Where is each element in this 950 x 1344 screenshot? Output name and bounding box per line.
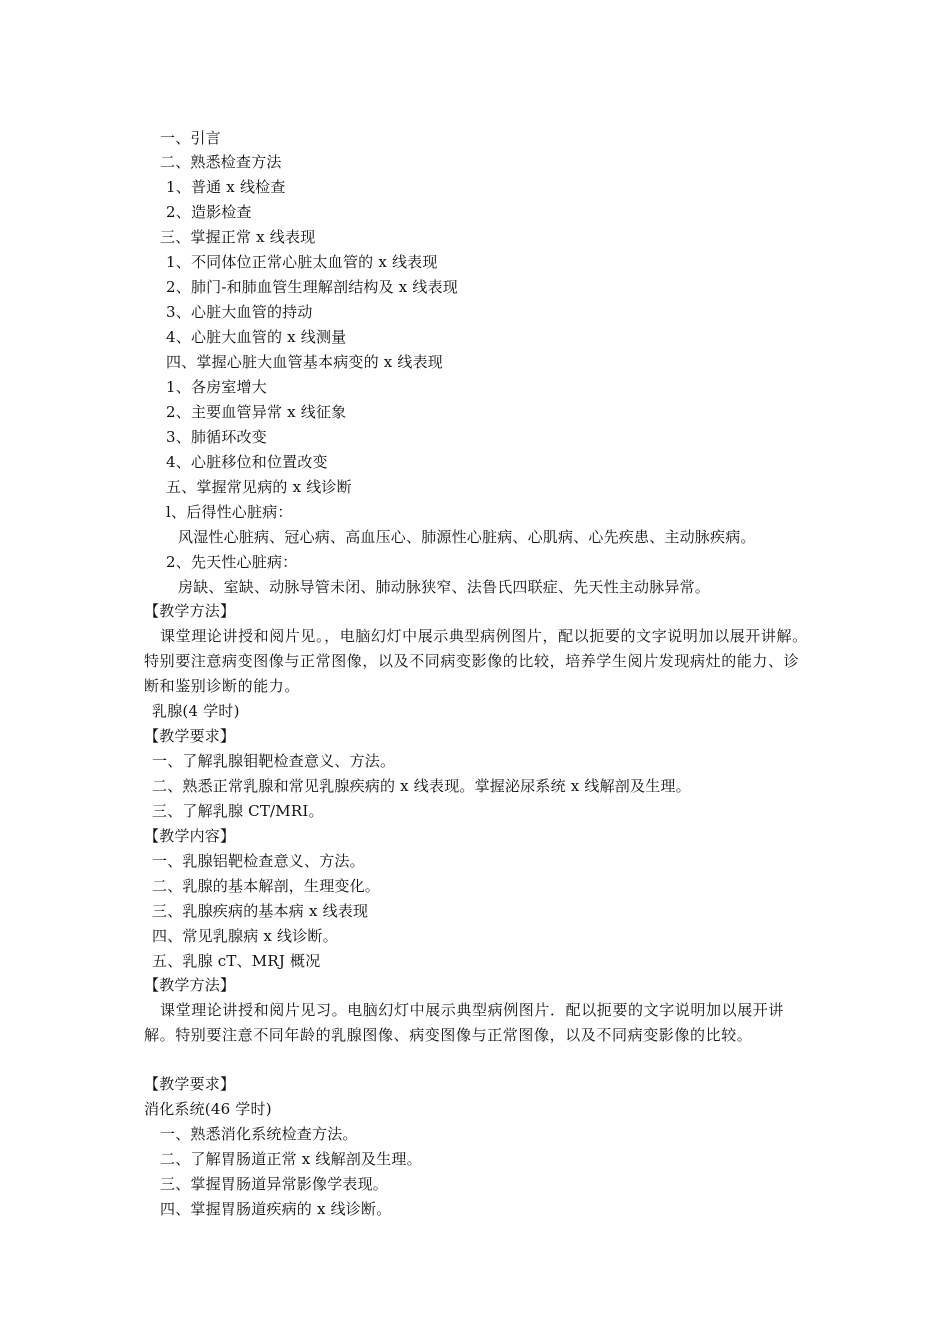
paragraph-teaching-methods: 课堂理论讲授和阅片见习。电脑幻灯中展示典型病例图片．配以扼要的文字说明加以展开讲解。特别要注意不同年龄的乳腺图像、病变图像与正常图像，以及不同病变影像的比较。	[144, 1001, 785, 1044]
list-item: 四、常见乳腺病 x 线诊断。	[152, 927, 338, 945]
list-item: 一、乳腺铝靶检查意义、方法。	[152, 852, 365, 870]
section-heading-teaching-methods: 【教学方法】	[144, 976, 236, 994]
list-item: 2、主要血管异常 x 线征象	[166, 403, 347, 421]
list-item: 3、肺循环改变	[166, 428, 267, 446]
section-heading-teaching-requirements: 【教学要求】	[144, 1075, 236, 1093]
list-item: l、后得性心脏病：	[166, 503, 293, 521]
heading-normal-xray: 三、掌握正常 x 线表现	[160, 228, 316, 246]
list-item: 二、熟悉正常乳腺和常见乳腺疾病的 x 线表现。掌握泌尿系统 x 线解剖及生理。	[152, 777, 691, 795]
list-item: 三、了解乳腺 CT/MRI。	[152, 802, 324, 820]
section-heading-teaching-content: 【教学内容】	[144, 827, 236, 845]
list-item: 3、心脏大血管的持动	[166, 303, 313, 321]
heading-basic-lesions: 四、掌握心脏大血管基本病变的 x 线表现	[166, 353, 443, 371]
list-item: 1、普通 x 线检查	[166, 178, 286, 196]
list-item: 一、了解乳腺钼靶检查意义、方法。	[152, 752, 396, 770]
list-item: 四、掌握胃肠道疾病的 x 线诊断。	[160, 1200, 392, 1218]
list-item: 1、不同体位正常心脏太血管的 x 线表现	[166, 253, 438, 271]
heading-introduction: 一、引言	[160, 129, 221, 147]
list-item: 2、先天性心脏病：	[166, 553, 298, 571]
heading-breast: 乳腺(4 学时)	[152, 702, 240, 720]
list-item: 1、各房室增大	[166, 378, 267, 396]
list-item: 房缺、室缺、动脉导管未闭、肺动脉狭窄、法鲁氏四联症、先天性主动脉异常。	[178, 578, 711, 596]
list-item: 4、心脏移位和位置改变	[166, 453, 328, 471]
heading-digestive-system: 消化系统(46 学时)	[144, 1100, 272, 1118]
list-item: 五、乳腺 cT、MRJ 概况	[152, 952, 321, 970]
section-heading-teaching-requirements: 【教学要求】	[144, 727, 236, 745]
section-heading-teaching-methods: 【教学方法】	[144, 602, 236, 620]
list-item: 一、熟悉消化系统检查方法。	[160, 1125, 358, 1143]
list-item: 三、乳腺疾病的基本病 x 线表现	[152, 902, 369, 920]
list-item: 二、乳腺的基本解剖，生理变化。	[152, 877, 381, 895]
paragraph-teaching-methods: 课堂理论讲授和阅片见。，电脑幻灯中展示典型病例图片，配以扼要的文字说明加以展开讲解。特别要注意病变图像与正常图像，以及不同病变影像的比较，培养学生阅片发现病灶的能力、诊断和鉴别诊断的能力。	[144, 627, 808, 695]
heading-common-diseases: 五、掌握常见病的 x 线诊断	[166, 478, 352, 496]
list-item: 4、心脏大血管的 x 线测量	[166, 328, 347, 346]
heading-exam-methods: 二、熟悉检查方法	[160, 153, 282, 171]
list-item: 2、肺门-和肺血管生理解剖结构及 x 线表现	[166, 278, 459, 296]
list-item: 三、掌握胃肠道异常影像学表现。	[160, 1175, 389, 1193]
list-item: 风湿性心脏病、冠心病、高血压心、肺源性心脏病、心肌病、心先疾患、主动脉疾病。	[178, 528, 756, 546]
list-item: 二、了解胃肠道正常 x 线解剖及生理。	[160, 1150, 422, 1168]
list-item: 2、造影检查	[166, 203, 252, 221]
